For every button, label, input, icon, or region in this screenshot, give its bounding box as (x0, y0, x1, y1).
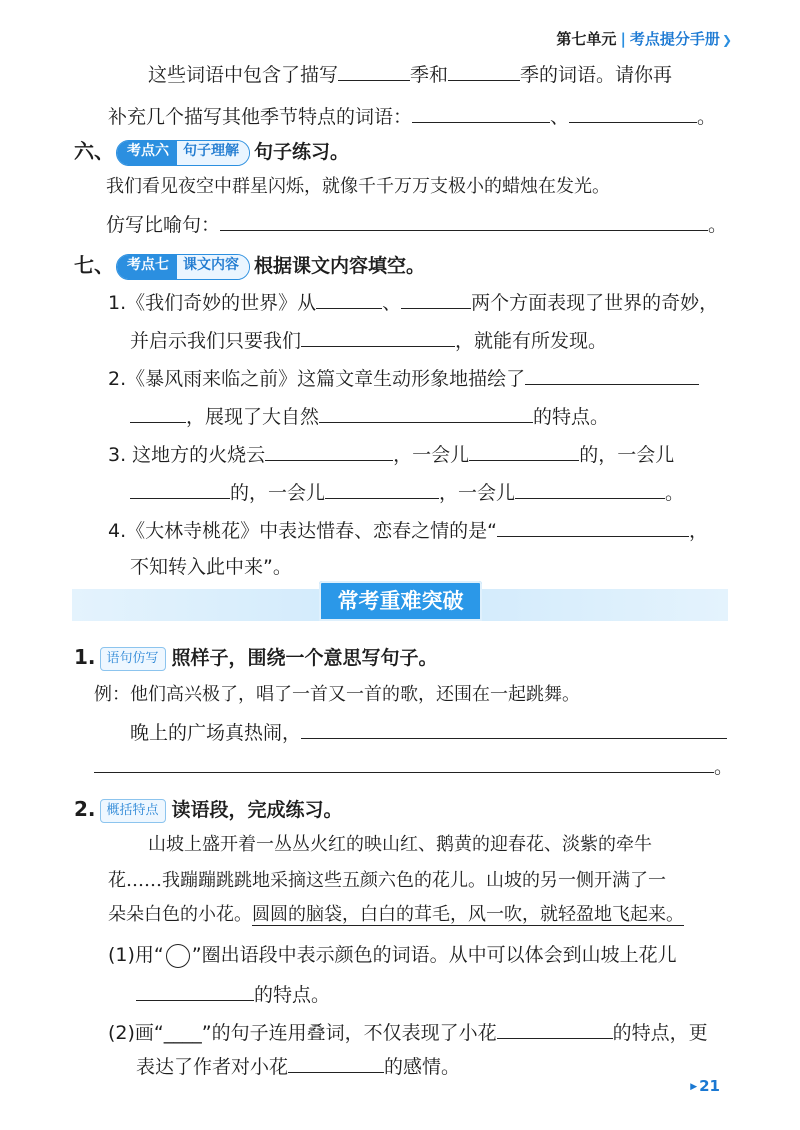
passage-line-1: 山坡上盛开着一丛丛火红的映山红、鹅黄的迎春花、淡紫的牵牛 (148, 834, 652, 855)
intro-line-1: 这些词语中包含了描写 季和 季的词语。请你再 (148, 60, 672, 90)
blank-q3-2[interactable] (469, 440, 579, 461)
q2-line-1: 2.《暴风雨来临之前》这篇文章生动形象地描绘了 (108, 364, 699, 394)
blank-subq2-feature[interactable] (497, 1018, 613, 1039)
blank-q1-condition[interactable] (301, 326, 455, 347)
blank-q1-aspect-1[interactable] (316, 288, 382, 309)
exercise-1-prompt-line: 晚上的广场真热闹， (130, 718, 727, 748)
intro-line-2: 补充几个描写其他季节特点的词语： 、 。 (108, 102, 716, 132)
blank-season-1[interactable] (338, 60, 410, 81)
passage-line-2: 花……我蹦蹦跳跳地采摘这些五颜六色的花儿。山坡的另一侧开满了一 (108, 870, 666, 891)
exercise-1-example: 例：他们高兴极了，唱了一首又一首的歌，还围在一起跳舞。 (94, 684, 580, 705)
leaf-icon: ❯ (721, 33, 732, 47)
blank-simile[interactable] (220, 210, 708, 231)
handbook-title: 考点提分手册 (629, 30, 720, 48)
page-header (556, 28, 732, 49)
blank-q2-scene-1[interactable] (525, 364, 699, 385)
blank-ex1-line-1[interactable] (301, 718, 727, 739)
section-7-heading: 七、 考点七 课文内容 根据课文内容填空。 (74, 250, 425, 281)
exercise-1-heading: 1. 语句仿写 照样子，围绕一个意思写句子。 (74, 645, 438, 669)
blank-q3-1[interactable] (265, 440, 393, 461)
blank-q3-3[interactable] (130, 478, 230, 499)
q3-line-1: 3. 这地方的火烧云 ，一会儿 的，一会儿 (108, 440, 674, 470)
page-number: ▶ 21 (690, 1077, 720, 1095)
blank-q2-scene-2[interactable] (130, 402, 186, 423)
section-banner-title: 常考重难突破 (319, 581, 482, 621)
exercise-1-tag: 语句仿写 (100, 647, 166, 671)
blank-q4-poem[interactable] (497, 516, 689, 537)
blank-q1-aspect-2[interactable] (401, 288, 471, 309)
section-6-prompt-line: 仿写比喻句： 。 (106, 210, 727, 240)
subq-2-line-2: 表达了作者对小花 的感情。 (136, 1052, 460, 1082)
exercise-2-heading: 2. 概括特点 读语段，完成练习。 (74, 797, 343, 821)
exercise-1-line-2: 。 (94, 752, 733, 782)
blank-q2-feature[interactable] (319, 402, 533, 423)
section-6-sentence: 我们看见夜空中群星闪烁，就像千千万万支极小的蜡烛在发光。 (106, 176, 610, 197)
passage-line-3: 朵朵白色的小花。圆圆的脑袋，白白的茸毛，风一吹，就轻盈地飞起来。 (108, 904, 684, 925)
section-6-heading: 六、 考点六 句子理解 句子练习。 (74, 136, 349, 167)
q1-line-2: 并启示我们只要我们 ，就能有所发现。 (130, 326, 607, 356)
underlined-sentence: 圆圆的脑袋，白白的茸毛，风一吹，就轻盈地飞起来。 (252, 904, 684, 925)
underline-symbol: ____ (163, 1022, 202, 1044)
q2-line-2: ，展现了大自然 的特点。 (130, 402, 609, 432)
q1-line-1: 1.《我们奇妙的世界》从 、 两个方面表现了世界的奇妙， (108, 288, 718, 318)
blank-q3-4[interactable] (325, 478, 439, 499)
q4-line-1: 4.《大林寺桃花》中表达惜春、恋春之情的是“ ， (108, 516, 708, 546)
blank-season-2[interactable] (448, 60, 520, 81)
blank-subq2-feeling[interactable] (288, 1052, 384, 1073)
subq-1-line-1: (1)用“ ”圈出语段中表示颜色的词语。从中可以体会到山坡上花儿 (108, 944, 677, 966)
subq-2-line-1: (2)画“____”的句子连用叠词，不仅表现了小花 的特点，更 (108, 1018, 708, 1048)
subq-1-line-2: 的特点。 (136, 980, 330, 1010)
circle-symbol-icon (166, 944, 190, 968)
blank-season-word-1[interactable] (412, 102, 550, 123)
header-separator: | (620, 30, 626, 48)
q3-line-2: 的，一会儿 ，一会儿 。 (130, 478, 684, 508)
triangle-right-icon: ▶ (690, 1081, 698, 1092)
blank-subq1-feature[interactable] (136, 980, 254, 1001)
kaodian-6-badge: 考点六 句子理解 (116, 140, 250, 166)
blank-ex1-line-2[interactable] (94, 752, 714, 773)
kaodian-7-badge: 考点七 课文内容 (116, 254, 250, 280)
q4-line-2: 不知转入此中来”。 (130, 556, 292, 578)
blank-season-word-2[interactable] (569, 102, 697, 123)
blank-q3-5[interactable] (515, 478, 665, 499)
unit-label: 第七单元 (556, 30, 617, 48)
exercise-2-tag: 概括特点 (100, 799, 166, 823)
